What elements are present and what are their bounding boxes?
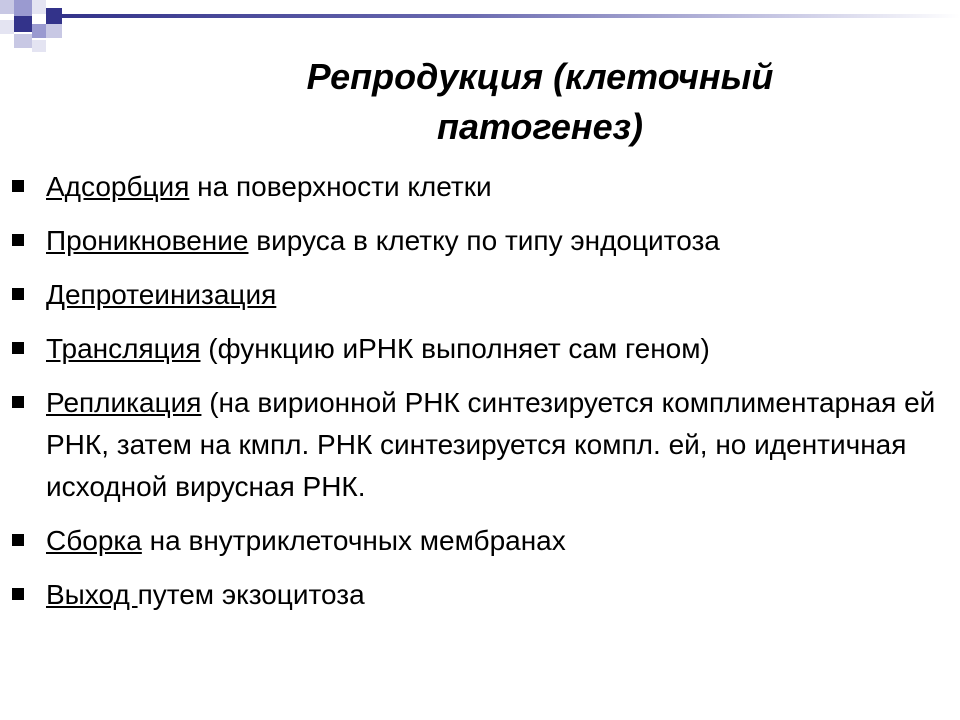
item-text: (на вирионной РНК синтезируется комплиментарная ей РНК, затем на кмпл. РНК синтезируется компл. ей, но идентичная исходной вирусная РНК.: [46, 387, 936, 502]
list-item-deproteinization: [0, 274, 960, 316]
term-label: Сборка: [46, 525, 142, 556]
list-item-penetration: [0, 220, 960, 262]
deco-square: [32, 24, 46, 38]
deco-square: [14, 16, 32, 32]
item-text: вируса в клетку по типу эндоцитоза: [248, 225, 720, 256]
term-label: Репликация: [46, 387, 202, 418]
deco-square: [32, 40, 46, 52]
square-bullet-icon: [12, 288, 24, 300]
square-bullet-icon: [12, 342, 24, 354]
square-bullet-icon: [12, 588, 24, 600]
item-text: (функцию иРНК выполняет сам геном): [200, 333, 710, 364]
slide-title: [120, 52, 960, 152]
deco-square: [46, 8, 62, 24]
term-label: Выход: [46, 579, 138, 610]
corner-decoration: [0, 0, 960, 60]
deco-bar: [62, 14, 960, 18]
title-line-2: патогенез): [437, 106, 643, 147]
list-item-release: [0, 574, 960, 616]
deco-square: [14, 34, 32, 48]
deco-square: [0, 20, 14, 34]
list-item-adsorption: [0, 166, 960, 208]
term-label: Трансляция: [46, 333, 201, 364]
item-text: на поверхности клетки: [189, 171, 492, 202]
term-label: Адсорбция: [46, 171, 190, 202]
title-line-1: Репродукция (клеточный: [306, 56, 774, 97]
square-bullet-icon: [12, 234, 24, 246]
square-bullet-icon: [12, 534, 24, 546]
deco-square: [0, 0, 14, 14]
bullet-list: [0, 166, 960, 628]
term-label: Депротеинизация: [46, 279, 277, 310]
deco-square: [14, 0, 32, 16]
list-item-translation: [0, 328, 960, 370]
square-bullet-icon: [12, 396, 24, 408]
item-text: на внутриклеточных мембранах: [141, 525, 566, 556]
deco-square: [46, 24, 62, 38]
item-text: путем экзоцитоза: [137, 579, 365, 610]
square-bullet-icon: [12, 180, 24, 192]
term-label: Проникновение: [46, 225, 249, 256]
list-item-replication: [0, 382, 960, 508]
deco-square: [32, 0, 46, 14]
list-item-assembly: [0, 520, 960, 562]
